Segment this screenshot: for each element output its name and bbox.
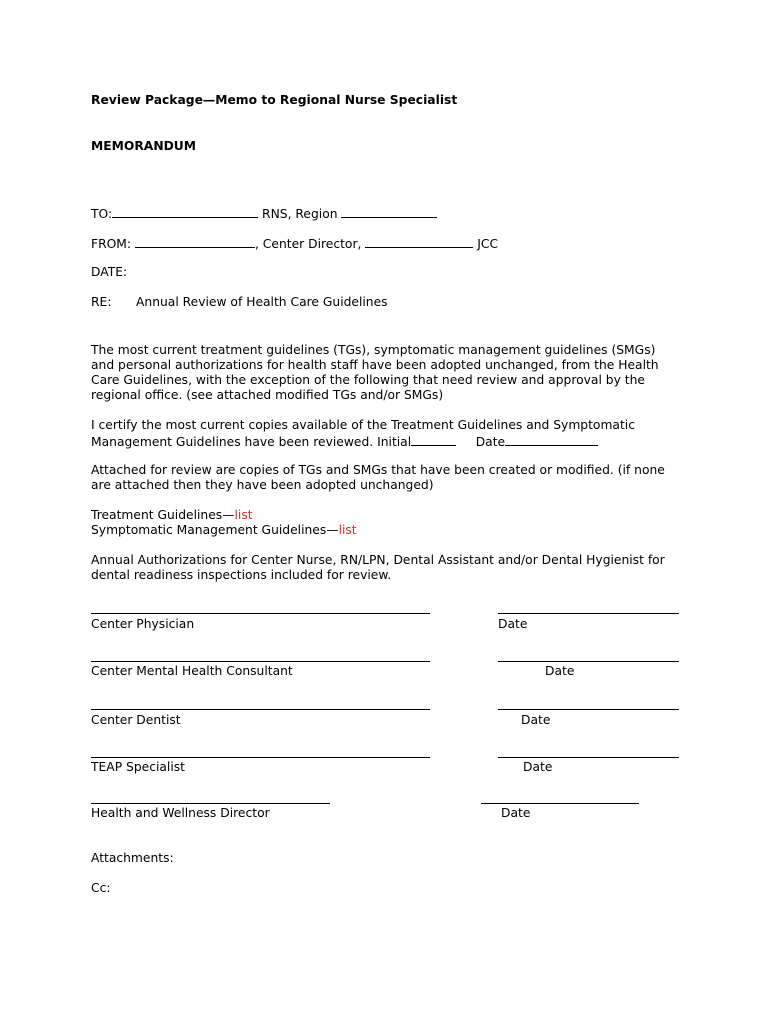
signature-role: Center Dentist (91, 713, 181, 727)
certify-date-blank[interactable] (505, 433, 598, 446)
signature-role: Center Mental Health Consultant (91, 664, 293, 678)
from-name-blank[interactable] (135, 235, 255, 248)
signature-line[interactable] (91, 661, 430, 662)
signature-role: TEAP Specialist (91, 760, 185, 774)
signature-date-line[interactable] (498, 709, 679, 710)
re-label: RE: (91, 295, 112, 309)
signature-line[interactable] (91, 709, 430, 710)
to-name-blank[interactable] (112, 205, 258, 218)
signature-date-label: Date (523, 760, 553, 774)
paragraph-line: Annual Authorizations for Center Nurse, RN/LPN, Dental Assistant and/or Dental Hygienist for (91, 553, 665, 567)
signature-date-label: Date (545, 664, 575, 678)
guideline-lists (91, 508, 691, 538)
paragraph-line: Attached for review are copies of TGs and SMGs that have been created or modified. (if none (91, 463, 665, 477)
signature-role: Center Physician (91, 617, 195, 631)
signature-line[interactable] (91, 757, 430, 758)
paragraph-line: The most current treatment guidelines (TGs), symptomatic management guidelines (SMGs) (91, 343, 656, 357)
signature-date-label: Date (501, 806, 531, 820)
from-label: FROM: (91, 237, 132, 251)
tg-list-line (91, 508, 691, 523)
to-label: TO: (91, 207, 113, 221)
from-center-blank[interactable] (365, 235, 473, 248)
signature-date-line[interactable] (498, 757, 679, 758)
smg-label: Symptomatic Management Guidelines— (91, 523, 339, 537)
signature-line[interactable] (91, 803, 330, 804)
initial-blank[interactable] (411, 433, 456, 446)
from-line (91, 235, 498, 252)
paragraph-line: and personal authorizations for health staff have been adopted unchanged, from the Health (91, 358, 659, 372)
signature-date-line[interactable] (481, 803, 639, 804)
tg-label: Treatment Guidelines— (91, 508, 235, 522)
paragraph-line: are attached then they have been adopted unchanged) (91, 478, 434, 492)
signature-date-label: Date (521, 713, 551, 727)
paragraph-authorizations (91, 553, 691, 583)
paragraph-line: regional office. (see attached modified TGs and/or SMGs) (91, 388, 444, 402)
signature-date-label: Date (498, 617, 528, 631)
memo-heading: MEMORANDUM (91, 139, 197, 153)
re-text: Annual Review of Health Care Guidelines (136, 295, 388, 309)
paragraph-line: dental readiness inspections included for review. (91, 568, 392, 582)
from-middle-text: , Center Director, (254, 237, 362, 251)
document-title: Review Package—Memo to Regional Nurse Specialist (91, 93, 458, 107)
tg-list-link[interactable]: list (234, 508, 253, 522)
paragraph-adopted (91, 343, 691, 403)
paragraph-line: I certify the most current copies available of the Treatment Guidelines and Symptomatic (91, 418, 635, 432)
signature-date-line[interactable] (498, 613, 679, 614)
attachments-label: Attachments: (91, 851, 174, 865)
to-line (91, 205, 437, 222)
date-line: DATE: (91, 265, 128, 279)
certify-initial-line (91, 433, 691, 450)
signature-line[interactable] (91, 613, 430, 614)
paragraph-line: Care Guidelines, with the exception of the following that need review and approval by the (91, 373, 645, 387)
cc-label: Cc: (91, 881, 111, 895)
paragraph-attached (91, 463, 691, 493)
from-suffix: JCC (477, 237, 499, 251)
smg-list-link[interactable]: list (338, 523, 357, 537)
smg-list-line (91, 523, 691, 538)
to-middle-text: RNS, Region (262, 207, 338, 221)
paragraph-certify (91, 418, 691, 450)
to-region-blank[interactable] (341, 205, 437, 218)
signature-date-line[interactable] (498, 661, 679, 662)
certify-date-label: Date (475, 435, 506, 449)
certify-text: Management Guidelines have been reviewed. Initial (91, 435, 412, 449)
signature-role: Health and Wellness Director (91, 806, 270, 820)
